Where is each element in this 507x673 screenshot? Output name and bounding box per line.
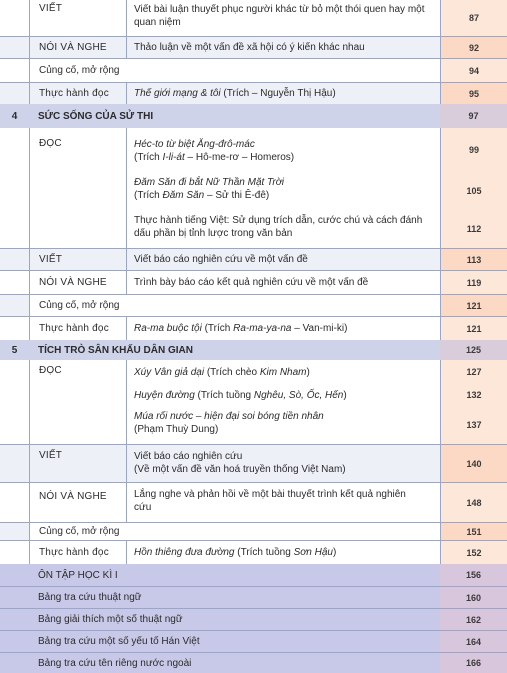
page-number: 95: [440, 83, 507, 104]
page-number: 160: [440, 587, 507, 608]
unit-title: SỨC SỐNG CỦA SỬ THI: [38, 110, 154, 122]
page-number: 97: [440, 104, 507, 128]
toc-row-doc-5: [0, 384, 507, 406]
toc-row-thuc-hanh-doc-3: [0, 540, 507, 564]
entry-title: Củng cố, mở rộng: [29, 59, 440, 82]
entry-title-italic: Hồn thiêng đưa đường: [134, 547, 235, 558]
section-label: Thực hành đọc: [29, 541, 126, 564]
toc-row-cung-co: [0, 58, 507, 82]
toc-row-bang-ten-rieng: [0, 652, 507, 673]
toc-row-on-tap: [0, 564, 507, 586]
entry-source: (Trích: [134, 190, 163, 201]
entry-title-italic: Héc-to từ biệt Ăng-đrô-mác: [134, 139, 255, 150]
entry-title: Viết báo cáo nghiên cứu về một vấn đề: [126, 249, 440, 270]
toc-row-thuc-hanh-doc: [0, 82, 507, 104]
entry-title-italic: Huyện đường: [134, 389, 195, 401]
page-number: 113: [440, 249, 507, 270]
entry-title: Thảo luận về một vấn đề xã hội có ý kiến khác nhau: [126, 37, 440, 58]
entry-source-italic: Nghêu, Sò, Ốc, Hến: [253, 389, 344, 401]
entry-title: Bảng giải thích một số thuật ngữ: [38, 614, 183, 625]
page-number: 94: [440, 59, 507, 82]
toc-row-doc-2: [0, 172, 507, 210]
section-label: VIẾT: [29, 445, 126, 482]
page-number: 152: [440, 541, 507, 564]
page-number: 127: [440, 360, 507, 384]
entry-source-rest: – Hô-me-rơ – Homeros): [184, 152, 295, 163]
entry-title-italic: Xúy Vân giả dại: [134, 366, 205, 378]
entry-title: [126, 128, 440, 172]
page-number: 119: [440, 271, 507, 294]
entry-author: (Phạm Thuỳ Dung): [134, 424, 219, 435]
entry-source-rest: ): [332, 547, 337, 558]
page-number: 125: [440, 340, 507, 360]
page-number: 137: [440, 406, 507, 444]
entry-title: Viết bài luận thuyết phục người khác từ bỏ một thói quen hay một quan niệm: [126, 0, 440, 36]
entry-source-rest: – Sử thi Ê-đê): [204, 190, 270, 201]
section-label: Thực hành đọc: [29, 83, 126, 104]
section-label: NÓI VÀ NGHE: [29, 483, 126, 522]
toc-row-bang-han-viet: [0, 630, 507, 652]
entry-source-rest: ): [343, 389, 347, 401]
unit-header-4: [0, 104, 507, 128]
entry-title-italic: Thế giới mạng & tôi: [134, 88, 221, 99]
entry-title-line1: Viết báo cáo nghiên cứu: [134, 451, 243, 462]
unit-title: TÍCH TRÒ SÂN KHẤU DÂN GIAN: [38, 344, 193, 356]
entry-title: Thực hành tiếng Việt: Sử dụng trích dẫn, cước chú và cách đánh dấu phần bị tỉnh lược trong văn bản: [126, 210, 440, 248]
entry-title-line2: (Về một vấn đề văn hoá truyền thống Việt Nam): [134, 464, 346, 475]
section-label: VIẾT: [29, 249, 126, 270]
entry-title: Bảng tra cứu tên riêng nước ngoài: [38, 657, 192, 669]
page-number: 92: [440, 37, 507, 58]
entry-source: (Trích tuồng: [234, 547, 294, 558]
section-label: ĐỌC: [29, 128, 126, 172]
unit-number: 4: [11, 110, 18, 122]
page-number: 87: [440, 0, 507, 36]
page-number: 121: [440, 317, 507, 340]
toc-row-doc-4: [0, 360, 507, 384]
entry-title: Củng cố, mở rộng: [29, 523, 440, 540]
toc-row-thuc-hanh-doc-2: [0, 316, 507, 340]
entry-title: ÔN TẬP HỌC KÌ I: [38, 569, 118, 581]
entry-source: (Trích tuồng: [194, 389, 254, 401]
entry-source-italic: Đăm Săn: [162, 190, 205, 201]
page-number: 166: [440, 653, 507, 673]
page-number: 140: [440, 445, 507, 482]
toc-row-noi-va-nghe-2: [0, 270, 507, 294]
entry-title-italic: Đăm Săn đi bắt Nữ Thần Mặt Trời: [134, 177, 285, 188]
page-number: 148: [440, 483, 507, 522]
toc-row-cung-co-3: [0, 522, 507, 540]
section-label: VIẾT: [29, 0, 126, 36]
entry-title-italic: Ra-ma buộc tội: [134, 323, 202, 334]
entry-title: [126, 172, 440, 210]
entry-title: [126, 317, 440, 340]
entry-source-italic: I-li-át: [162, 152, 185, 163]
toc-row-bang-giai-thich: [0, 608, 507, 630]
page-number: 105: [440, 172, 507, 210]
entry-title: Củng cố, mở rộng: [29, 295, 440, 316]
page-number: 164: [440, 631, 507, 652]
entry-title: [126, 541, 440, 564]
toc-row-noi-va-nghe-3: [0, 482, 507, 522]
page-number: 132: [440, 384, 507, 406]
page-number: 156: [440, 564, 507, 586]
toc-row-cung-co-2: [0, 294, 507, 316]
entry-title: Trình bày báo cáo kết quả nghiên cứu về một vấn đề: [126, 271, 440, 294]
entry-title: Lắng nghe và phản hồi về một bài thuyết trình kết quả nghiên cứu: [126, 483, 440, 522]
toc-row-noi-va-nghe: [0, 36, 507, 58]
section-label: Thực hành đọc: [29, 317, 126, 340]
entry-source-italic: Kim Nham: [259, 366, 307, 378]
page-number: 99: [440, 128, 507, 172]
entry-source: (Trích: [134, 152, 163, 163]
toc-row-doc-1: [0, 128, 507, 172]
toc-row-viet-2: [0, 248, 507, 270]
unit-header-5: [0, 340, 507, 360]
toc-row-doc-3: [0, 210, 507, 248]
entry-source: (Trích: [201, 323, 234, 334]
section-label: NÓI VÀ NGHE: [29, 37, 126, 58]
entry-source-italic: Sơn Hậu: [293, 547, 333, 558]
section-label: NÓI VÀ NGHE: [29, 271, 126, 294]
entry-title: [126, 360, 440, 384]
entry-title: Bảng tra cứu thuật ngữ: [38, 592, 142, 603]
toc-row-viet-3: [0, 444, 507, 482]
section-label: ĐỌC: [29, 360, 126, 384]
entry-source-italic: Ra-ma-ya-na: [233, 323, 292, 334]
entry-title: [126, 406, 440, 444]
toc-row-doc-6: [0, 406, 507, 444]
entry-source: (Trích chèo: [204, 366, 260, 378]
entry-title: Bảng tra cứu một số yếu tố Hán Việt: [38, 636, 200, 647]
toc-row-bang-tra-cuu-thuat-ngu: [0, 586, 507, 608]
entry-title: [126, 384, 440, 406]
entry-title-italic: Múa rối nước – hiện đại soi bóng tiền nhân: [134, 411, 324, 422]
page-number: 162: [440, 609, 507, 630]
entry-title: [126, 445, 440, 482]
page-number: 151: [440, 523, 507, 540]
entry-title-rest: (Trích – Nguyễn Thị Hậu): [220, 88, 336, 99]
unit-number: 5: [11, 344, 18, 356]
entry-title: [126, 83, 440, 104]
entry-source-rest: – Van-mi-ki): [291, 323, 348, 334]
toc-row-viet: [0, 0, 507, 36]
page-number: 112: [440, 210, 507, 248]
entry-source-rest: ): [306, 366, 310, 378]
page-number: 121: [440, 295, 507, 316]
